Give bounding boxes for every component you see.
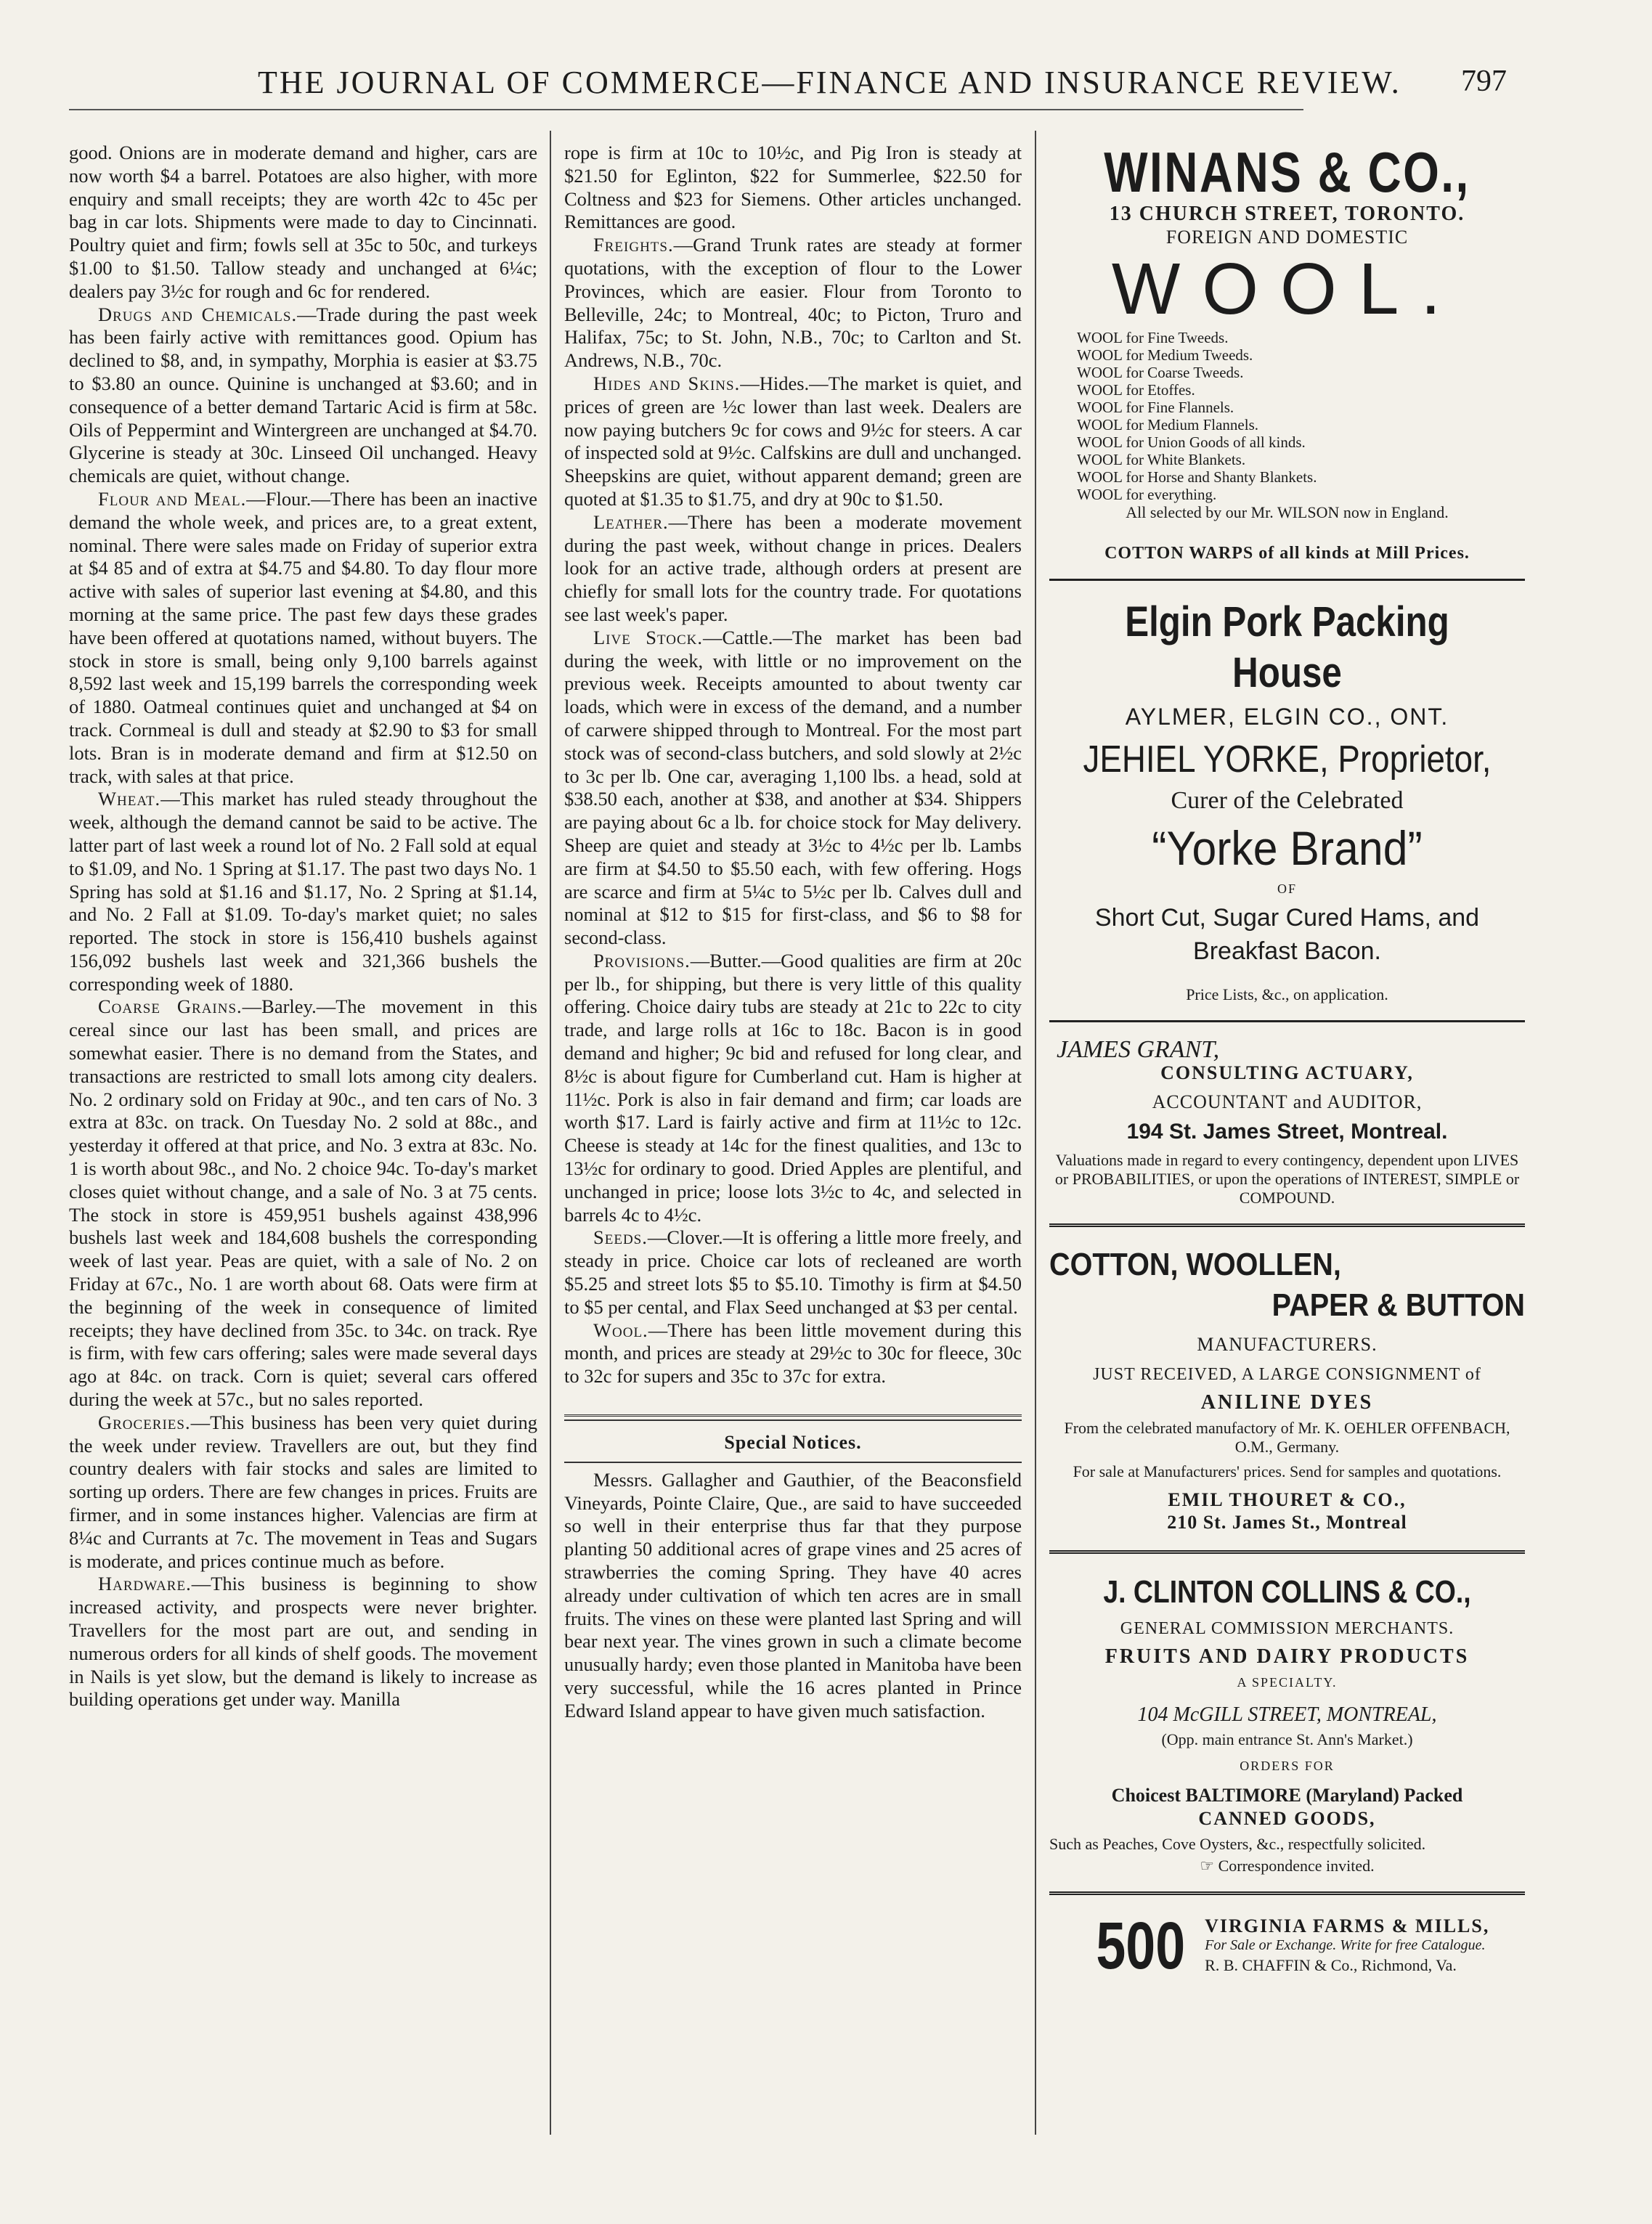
ad-subtitle: FOREIGN AND DOMESTIC bbox=[1165, 226, 1409, 248]
ad-text: R. B. CHAFFIN & Co., Richmond, Va. bbox=[1205, 1956, 1457, 1975]
notice-rule bbox=[564, 1414, 1022, 1421]
ad-text: Such as Peaches, Cove Oysters, &c., respectfully solicited. bbox=[1049, 1834, 1426, 1853]
paragraph: Live Stock.—Cattle.—The market has been bad during the week, with little or no improvement on the previous week. Receipts amounted to about twenty car loads, which were in excess of the demand, and a number of carwere shipped through to Montreal. For the most part stock was of second-class butchers, and sold slowly at 2½c to 3c per lb. One car, averaging 1,100 lbs. a head, sold at $38.50 each, another at $38, and another at $34. Shippers are paying about 6c a lb. for choice stock for May delivery. Sheep are quiet and steady at 3½c to 4½c per lb. Lambs are firm at $4.50 to $5.50 each, with few offering. Hogs are scarce and firm at 5¼c to 5½c per lb. Calves dull and nominal at $12 to $15 for first-class, and $6 to $8 for second-class. bbox=[564, 626, 1022, 949]
market-report-column-2 bbox=[564, 142, 1022, 1723]
ad-company: EMIL THOURET & CO., bbox=[1168, 1488, 1407, 1510]
ad-proprietor: JEHIEL YORKE, Proprietor, bbox=[1083, 738, 1492, 781]
ad-text: ORDERS FOR bbox=[1240, 1759, 1335, 1774]
column-rule bbox=[550, 131, 551, 2135]
ad-text: (Opp. main entrance St. Ann's Market.) bbox=[1161, 1730, 1413, 1749]
elgin-advertisement bbox=[1049, 597, 1525, 1004]
list-item: WOOL for Medium Flannels. bbox=[1077, 415, 1259, 433]
ad-address: AYLMER, ELGIN CO., ONT. bbox=[1125, 703, 1449, 730]
paragraph: Wheat.—This market has ruled steady throughout the week, although the demand cannot be said to be active. The latter part of last week a round lot of No. 2 Fall sold at equal to $1.09, and No. 1 Spring at $1.17. The past two days No. 1 Spring has sold at $1.16 and $1.17, No. 2 Spring at $1.14, and No. 2 Fall at $1.09. To-day's market quiet; no sales reported. The stock in store is 156,410 bushels against 156,092 bushels last week and 321,366 bushels the corresponding week of 1880. bbox=[69, 788, 537, 995]
ad-text: ☞ Correspondence invited. bbox=[1200, 1856, 1375, 1875]
ad-address: 13 CHURCH STREET, TORONTO. bbox=[1109, 203, 1465, 225]
ad-title: COTTON, WOOLLEN, bbox=[1049, 1247, 1341, 1283]
list-item: WOOL for Medium Tweeds. bbox=[1077, 346, 1253, 364]
virginia-advertisement bbox=[1049, 1908, 1525, 1983]
page-number: 797 bbox=[1461, 65, 1507, 98]
ad-subtitle: CONSULTING ACTUARY, bbox=[1160, 1062, 1414, 1083]
ad-text: Valuations made in regard to every contingency, dependent upon LIVES or PROBABILITIES, or upon the operations of INTEREST, SIMPLE or COMPOUND. bbox=[1054, 1151, 1520, 1207]
ad-text: Choicest BALTIMORE (Maryland) Packed bbox=[1111, 1785, 1463, 1807]
list-item: WOOL for White Blankets. bbox=[1077, 450, 1246, 468]
ad-number: 500 bbox=[1095, 1908, 1185, 1983]
ad-text: From the celebrated manufactory of Mr. K. OEHLER OFFENBACH, O.M., Germany. bbox=[1064, 1418, 1510, 1456]
special-notice-paragraph: Messrs. Gallagher and Gauthier, of the Beaconsfield Vineyards, Pointe Claire, Que., are said to have succeeded so well in their enterprise thus far that they purpose planting 50 additional acres of grape vines and 25 acres of strawberries the coming Spring. They have 40 acres already under cultivation of which ten acres are in small fruits. The vines on these were planted last Spring and will bear next year. The vines grown in such a climate become unusually hardy; even those planted in Manitoba have been very successful, while the 16 acres planted in Prince Edward Island appear to have given much satisfaction. bbox=[564, 1468, 1022, 1722]
ad-title: WINANS & CO., bbox=[1104, 140, 1470, 204]
list-item: WOOL for Horse and Shanty Blankets. bbox=[1077, 468, 1317, 486]
header-rule bbox=[69, 109, 1303, 110]
paragraph: Freights.—Grand Trunk rates are steady at former quotations, with the exception of flour to the Lower Provinces, which are easier. Flour from Toronto to Belleville, 24c; to Montreal, 40c; to Picton, Truro and Halifax, 75c; to St. John, N.B., 70c; to Carlton and St. Andrews, N.B., 70c. bbox=[564, 234, 1022, 372]
collins-advertisement bbox=[1049, 1571, 1525, 1875]
ad-text: For Sale or Exchange. Write for free Catalogue. bbox=[1205, 1937, 1486, 1954]
ad-headline: ANILINE DYES bbox=[1200, 1390, 1374, 1414]
paragraph: Seeds.—Clover.—It is offering a little more freely, and steady in price. Choice car lots of recleaned are worth $5.25 and street lots $5 to $5.10. Timothy is firm at $4.50 to $5 per cental, and Flax Seed unchanged at $3 per cental. bbox=[564, 1226, 1022, 1318]
ad-subtitle: MANUFACTURERS. bbox=[1197, 1334, 1378, 1356]
ad-text: ACCOUNTANT and AUDITOR, bbox=[1152, 1091, 1423, 1112]
ad-note: All selected by our Mr. WILSON now in England. bbox=[1126, 502, 1449, 521]
ad-divider bbox=[1049, 1891, 1525, 1897]
ad-text: For sale at Manufacturers' prices. Send for samples and quotations. bbox=[1073, 1462, 1502, 1480]
list-item: WOOL for Fine Tweeds. bbox=[1077, 328, 1229, 346]
ad-text: CANNED GOODS, bbox=[1198, 1807, 1376, 1829]
ad-title: PAPER & BUTTON bbox=[1271, 1287, 1525, 1324]
ad-divider bbox=[1049, 1550, 1525, 1555]
paragraph: Hides and Skins.—Hides.—The market is quiet, and prices of green are ½c lower than last week. Dealers are now paying butchers 9c for cows and 9½c for steers. A car of inspected sold at 9½c. Calfskins are dull and unchanged. Sheepskins are quiet, without apparent demand; green are quoted at $1.35 to $1.75, and dry at 90c to $1.50. bbox=[564, 372, 1022, 510]
ad-text-block bbox=[1205, 1916, 1489, 1975]
ad-title: J. CLINTON COLLINS & CO., bbox=[1103, 1574, 1471, 1610]
ad-text: Short Cut, Sugar Cured Hams, and Breakfast Bacon. bbox=[1094, 903, 1480, 965]
ad-title: JAMES GRANT, bbox=[1057, 1035, 1220, 1063]
ad-address: 210 St. James St., Montreal bbox=[1167, 1512, 1407, 1533]
paragraph: Wool.—There has been little movement during this month, and prices are steady at 29½c to 30c for fleece, 30c to 32c for supers and 35c to 37c for extra. bbox=[564, 1319, 1022, 1388]
ad-text: Curer of the Celebrated bbox=[1171, 787, 1404, 815]
notice-rule bbox=[564, 1462, 1022, 1463]
ad-address: 104 McGILL STREET, MONTREAL, bbox=[1137, 1703, 1437, 1726]
paragraph: Flour and Meal.—Flour.—There has been an inactive demand the whole week, and prices are, to a great extent, nominal. There were sales made on Friday of superior extra at $4 85 and of extra at $4.75 and $4.80. To day flour more active with sales of superior last evening at $4.80, and this morning at the same price. The past few days these grades have been offered at quotations named, without buyers. The stock in store is small, being only 9,100 barrels against 8,592 last week and 15,199 barrels the corresponding week of 1880. Oatmeal continues quiet and unchanged at $4 on track. Cornmeal is dull and steady at $2.90 to $3 for small lots. Bran is in moderate demand and firm at $12.50 on track, with sales at that price. bbox=[69, 487, 537, 787]
paragraph: Provisions.—Butter.—Good qualities are firm at 20c per lb., for shipping, but there is very little of this quality offering. Choice dairy tubs are steady at 21c to 22c to city trade, and large rolls at 16c to 18c. Bacon is in good demand and higher; 9c bid and refused for long clear, and 8½c is about figure for Cumberland cut. Ham is higher at 11½c. Pork is also in fair demand and firm; car loads are worth $17. Lard is fairly active and firm at 11½c to 12c. Cheese is steady at 14c for the finest qualities, and 13c to 13½c for ordinary to good. Dried Apples are plentiful, and unchanged in price; loose lots 3½c to 4c, and selected in barrels 4c to 4½c. bbox=[564, 949, 1022, 1226]
page-header bbox=[69, 64, 1521, 107]
wool-list bbox=[1077, 329, 1525, 503]
ad-divider bbox=[1049, 1020, 1525, 1022]
list-item: WOOL for Etoffes. bbox=[1077, 380, 1195, 399]
pointing-hand-icon: ☞ bbox=[1200, 1856, 1215, 1875]
special-notices-heading: Special Notices. bbox=[724, 1432, 862, 1454]
ad-text: JUST RECEIVED, A LARGE CONSIGNMENT of bbox=[1093, 1364, 1481, 1384]
ad-title: VIRGINIA FARMS & MILLS, bbox=[1205, 1915, 1490, 1937]
paragraph: Coarse Grains.—Barley.—The movement in this cereal since our last has been small, and prices are somewhat easier. There is no demand from the States, and transactions are restricted to small lots among city dealers. No. 2 ordinary sold on Friday at 90c., and ten cars of No. 3 extra at 83c. on track. On Tuesday No. 2 sold at 88c., and yesterday it offered at that price, and No. 3 extra at 83c. No. 1 is worth about 98c., and No. 2 choice 94c. To-day's market closes quiet without change, and a sale of No. 3 at 75 cents. The stock in store is 459,951 bushels against 438,996 bushels last week and 184,608 bushels the corresponding week of last year. Peas are quiet, with a sale of No. 2 on Friday at 67c., No. 1 are worth about 68. Oats were firm at the beginning of the week in consequence of limited receipts; they have declined from 35c. to 34c. on track. Rye is firm, with few cars offering; sales were made several days ago at 84c. on track. Corn is quiet; several cars offered during the week at 57c., but no sales reported. bbox=[69, 995, 537, 1411]
paragraph: good. Onions are in moderate demand and higher, cars are now worth $4 a barrel. Potatoes are also higher, with more enquiry and small receipts; they are worth 42c to 45c per bag in car lots. Shipments were made to day to Cincinnati. Poultry quiet and firm; fowls sell at 35c to 50c, and turkeys $1.00 to $1.50. Tallow steady and unchanged at 6¼c; dealers pay 3½c for rough and 6c for rendered. bbox=[69, 142, 537, 302]
list-item: WOOL for Coarse Tweeds. bbox=[1077, 363, 1244, 381]
ad-title: Elgin Pork Packing House bbox=[1125, 598, 1449, 696]
list-item: WOOL for everything. bbox=[1077, 485, 1217, 503]
paragraph: Groceries.—This business has been very quiet during the week under review. Travellers are out, but they find country dealers with fair stocks and sales are limited to sorting up orders. There are few changes in prices. Fruits are firmer, and in some instances higher. Valencias are firm at 8¼c and Currants at 7c. The movement in Teas and Sugars is moderate, and prices continue much as before. bbox=[69, 1411, 537, 1572]
ad-subtitle: GENERAL COMMISSION MERCHANTS. bbox=[1120, 1619, 1454, 1639]
ad-note: COTTON WARPS of all kinds at Mill Prices. bbox=[1104, 543, 1470, 563]
grant-advertisement bbox=[1049, 1035, 1525, 1207]
market-report-column-1 bbox=[69, 142, 537, 1711]
paragraph: Leather.—There has been a moderate movement during the past week, without change in prices. Dealers look for an active trade, although orders at present are chiefly for small lots for the country trade. For quotations see last week's paper. bbox=[564, 510, 1022, 625]
ad-text: OF bbox=[1277, 881, 1297, 897]
paragraph: rope is firm at 10c to 10½c, and Pig Iron is steady at $21.50 for Eglinton, $22 for Summerlee, $22.50 for Coltness and $23 for Siemens. Other articles unchanged. Remittances are good. bbox=[564, 142, 1022, 233]
advertisements-column bbox=[1049, 140, 1525, 1983]
ad-headline: “Yorke Brand” bbox=[1152, 821, 1423, 876]
ad-divider bbox=[1049, 579, 1525, 581]
ad-divider bbox=[1049, 1223, 1525, 1229]
winans-advertisement bbox=[1049, 142, 1525, 563]
running-title: THE JOURNAL OF COMMERCE—FINANCE AND INSURANCE REVIEW. bbox=[258, 65, 1401, 100]
column-rule bbox=[1035, 131, 1036, 2135]
cotton-advertisement bbox=[1049, 1245, 1525, 1534]
list-item: WOOL for Fine Flannels. bbox=[1077, 398, 1234, 416]
ad-note: Price Lists, &c., on application. bbox=[1186, 985, 1388, 1003]
paragraph: Drugs and Chemicals.—Trade during the past week has been fairly active with remittances good. Opium has declined to $8, and, in sympathy, Morphia is easier at $3.75 to $3.80 an ounce. Quinine is unchanged at $3.60; and in consequence of a better demand Tartaric Acid is firm at 58c. Oils of Peppermint and Wintergreen are unchanged at $4.70. Glycerine is steady at 30c. Linseed Oil unchanged. Heavy chemicals are quiet, without change. bbox=[69, 303, 537, 487]
paragraph: Hardware.—This business is beginning to show increased activity, and prospects were never brighter. Travellers for the most part are out, and sending in numerous orders for all kinds of shelf goods. The movement in Nails is yet slow, but the demand is likely to increase as building operations get under way. Manilla bbox=[69, 1573, 537, 1711]
list-item: WOOL for Union Goods of all kinds. bbox=[1077, 433, 1306, 451]
ad-address: 194 St. James Street, Montreal. bbox=[1126, 1120, 1448, 1144]
ad-headline: WOOL. bbox=[1111, 248, 1463, 330]
ad-text: A SPECIALTY. bbox=[1237, 1674, 1338, 1690]
ad-headline: FRUITS AND DAIRY PRODUCTS bbox=[1104, 1645, 1470, 1668]
